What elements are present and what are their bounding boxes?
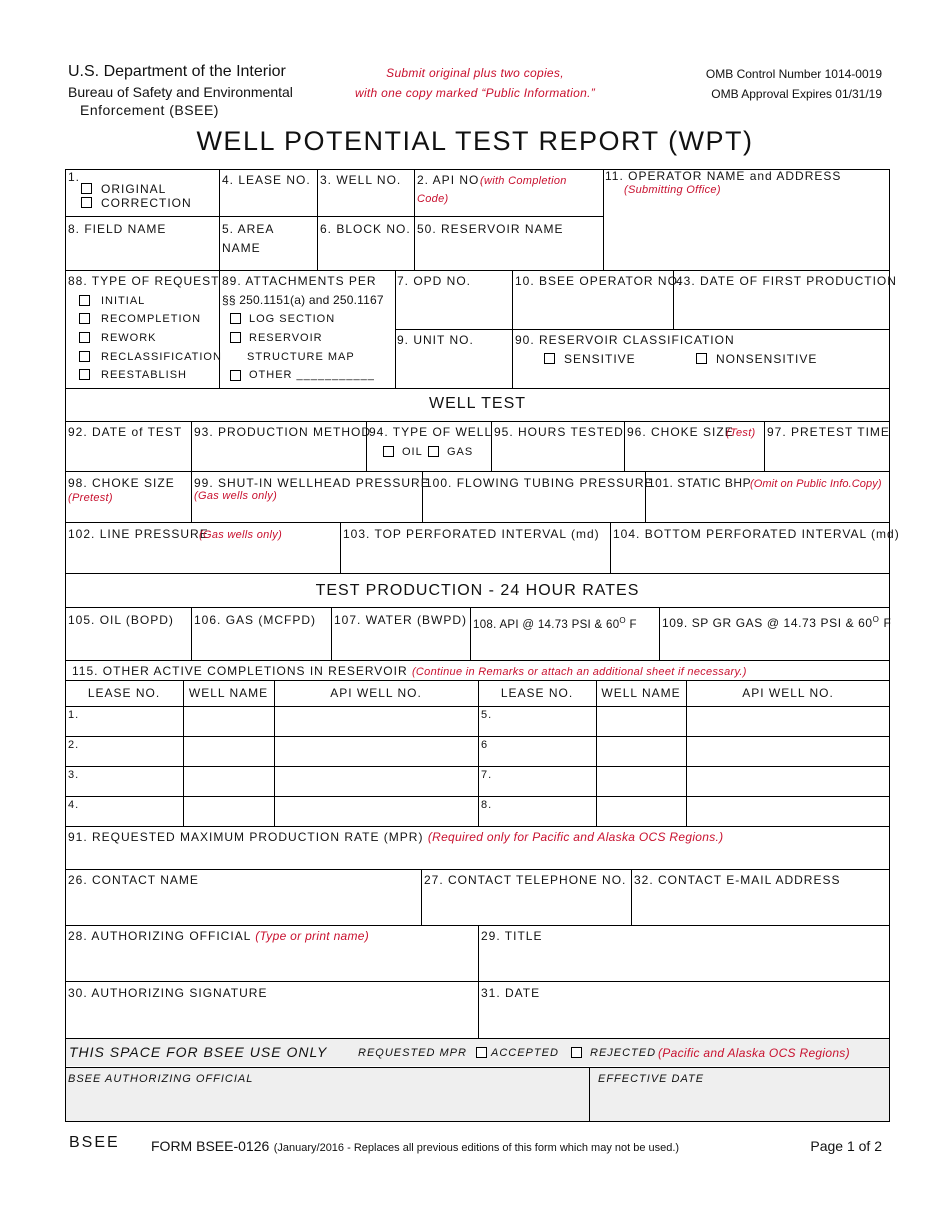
authorizing-official-label: [68, 929, 369, 943]
type-of-well-label: 94. TYPE OF WELL: [369, 425, 493, 439]
flowing-tubing-pressure-label: 100. FLOWING TUBING PRESSURE: [425, 476, 654, 490]
date-label: 31. DATE: [481, 986, 541, 1000]
api-gravity-unit: F: [629, 618, 637, 631]
col-well-name: WELL NAME: [188, 686, 269, 700]
api-gravity-label: [473, 614, 637, 632]
oil-rate-label: 105. OIL (BOPD): [68, 613, 174, 627]
bottom-perforated-label: 104. BOTTOM PERFORATED INTERVAL (md): [613, 527, 900, 541]
choke-size-test-label: 96. CHOKE SIZE: [627, 425, 734, 439]
sensitive-label: SENSITIVE: [564, 352, 636, 366]
max-production-rate-label: [68, 830, 723, 844]
opd-no-label: 7. OPD NO.: [397, 274, 472, 288]
operator-name-label: 11. OPERATOR NAME and ADDRESS: [605, 169, 842, 183]
requested-mpr-label: REQUESTED MPR: [358, 1047, 467, 1059]
form-number: FORM BSEE-0126: [151, 1138, 270, 1154]
rejected-checkbox[interactable]: [571, 1047, 582, 1058]
reestablish-checkbox[interactable]: [79, 369, 90, 380]
line-pressure-note: (Gas wells only): [199, 529, 283, 541]
api-no-note-1: (with Completion: [480, 175, 567, 187]
static-bhp-label: 101. STATIC BHP: [648, 476, 752, 490]
type-of-request-label: 88. TYPE OF REQUEST: [68, 274, 220, 288]
form-note: (January/2016 - Replaces all previous editions of this form which may not be used.): [273, 1142, 680, 1154]
test-production-heading: TEST PRODUCTION - 24 HOUR RATES: [315, 582, 640, 599]
gas-gravity-text: 109. SP GR GAS @ 14.73 PSI & 60: [662, 616, 873, 630]
table-row: 5.: [481, 709, 493, 721]
reestablish-label: REESTABLISH: [101, 369, 187, 381]
reservoir-map-label-2: STRUCTURE MAP: [247, 351, 355, 363]
table-row: 4.: [68, 799, 80, 811]
submit-instructions-1: Submit original plus two copies,: [386, 66, 564, 80]
agency-bureau-2: Enforcement (BSEE): [80, 102, 219, 118]
log-section-checkbox[interactable]: [230, 313, 241, 324]
reclassification-checkbox[interactable]: [79, 351, 90, 362]
initial-checkbox[interactable]: [79, 295, 90, 306]
sensitive-checkbox[interactable]: [544, 353, 555, 364]
max-production-rate-note: (Required only for Pacific and Alaska OCS Regions.): [427, 830, 724, 844]
rework-checkbox[interactable]: [79, 332, 90, 343]
api-gravity-text: 108. API @ 14.73 PSI & 60: [473, 618, 620, 631]
gas-rate-label: 106. GAS (MCFPD): [194, 613, 317, 627]
reservoir-classification-label: 90. RESERVOIR CLASSIFICATION: [515, 333, 735, 347]
table-row: 1.: [68, 709, 80, 721]
contact-name-label: 26. CONTACT NAME: [68, 873, 199, 887]
original-label: ORIGINAL: [101, 182, 167, 196]
degree-symbol: O: [872, 615, 880, 624]
footer-bsee: BSEE: [69, 1134, 120, 1151]
reservoir-map-checkbox[interactable]: [230, 332, 241, 343]
gas-label: GAS: [447, 446, 474, 458]
top-perforated-label: 103. TOP PERFORATED INTERVAL (md): [343, 527, 600, 541]
authorizing-official-note: (Type or print name): [255, 929, 370, 943]
choke-size-pretest-note: (Pretest): [68, 492, 113, 504]
reclassification-label: RECLASSIFICATION: [101, 351, 222, 363]
other-completions-label: [72, 664, 747, 679]
oil-label: OIL: [402, 446, 423, 458]
accepted-label: ACCEPTED: [491, 1047, 559, 1059]
max-production-rate-text: 91. REQUESTED MAXIMUM PRODUCTION RATE (MPR): [68, 830, 424, 844]
nonsensitive-checkbox[interactable]: [696, 353, 707, 364]
rework-label: REWORK: [101, 332, 157, 344]
omb-expiration: OMB Approval Expires 01/31/19: [711, 87, 882, 101]
api-no-label: 2. API NO.: [417, 173, 484, 187]
production-method-label: 93. PRODUCTION METHOD: [194, 425, 372, 439]
footer-form-number: [151, 1138, 679, 1156]
agency-name: U.S. Department of the Interior: [68, 63, 286, 80]
submit-instructions-2: with one copy marked “Public Information.”: [354, 86, 596, 100]
authorizing-official-text: 28. AUTHORIZING OFFICIAL: [68, 929, 251, 943]
api-no-note-2: Code): [417, 193, 449, 205]
page-number: Page 1 of 2: [810, 1138, 882, 1154]
gas-gravity-unit: F: [883, 616, 892, 630]
table-row: 8.: [481, 799, 493, 811]
line-pressure-label: 102. LINE PRESSURE: [68, 527, 209, 541]
well-no-label: 3. WELL NO.: [320, 173, 402, 187]
other-completions-text: 115. OTHER ACTIVE COMPLETIONS IN RESERVOIR: [72, 664, 408, 678]
hours-tested-label: 95. HOURS TESTED: [494, 425, 624, 439]
oil-checkbox[interactable]: [383, 446, 394, 457]
rejected-label: REJECTED: [590, 1047, 657, 1059]
form-title: WELL POTENTIAL TEST REPORT (WPT): [196, 126, 754, 156]
choke-size-pretest-label: 98. CHOKE SIZE: [68, 476, 175, 490]
recompletion-checkbox[interactable]: [79, 313, 90, 324]
col-lease-no-right: LEASE NO.: [500, 686, 574, 700]
static-bhp-note: (Omit on Public Info.Copy): [750, 478, 882, 490]
pretest-time-label: 97. PRETEST TIME: [767, 425, 890, 439]
gas-gravity-label: [662, 613, 891, 630]
other-completions-note: (Continue in Remarks or attach an additional sheet if necessary.): [411, 666, 747, 678]
area-label-1: 5. AREA: [222, 222, 275, 236]
other-label: OTHER ___________: [249, 369, 375, 381]
operator-name-note: (Submitting Office): [624, 184, 721, 196]
attachments-cfr: §§ 250.1151(a) and 250.1167: [222, 293, 384, 307]
first-production-date-label: 43. DATE OF FIRST PRODUCTION: [676, 274, 897, 288]
table-row: 6: [481, 739, 489, 751]
field-1-label: 1.: [68, 170, 81, 184]
other-checkbox[interactable]: [230, 370, 241, 381]
title-label: 29. TITLE: [481, 929, 543, 943]
reservoir-map-label-1: RESERVOIR: [249, 332, 323, 344]
water-rate-label: 107. WATER (BWPD): [334, 613, 468, 627]
agency-bureau: Bureau of Safety and Environmental: [68, 84, 293, 100]
omb-control-number: OMB Control Number 1014-0019: [705, 67, 882, 81]
lease-no-label: 4. LEASE NO.: [222, 173, 311, 187]
col-api-well-no-right: API WELL NO.: [742, 686, 834, 700]
bsee-operator-no-label: 10. BSEE OPERATOR NO.: [515, 274, 683, 288]
initial-label: INITIAL: [101, 295, 146, 307]
authorizing-signature-label: 30. AUTHORIZING SIGNATURE: [68, 986, 268, 1000]
col-lease-no: LEASE NO.: [87, 686, 161, 700]
table-row: 3.: [68, 769, 80, 781]
contact-phone-label: 27. CONTACT TELEPHONE NO.: [424, 873, 627, 887]
correction-label: CORRECTION: [101, 196, 192, 210]
nonsensitive-label: NONSENSITIVE: [716, 352, 818, 366]
gas-checkbox[interactable]: [428, 446, 439, 457]
well-test-heading: WELL TEST: [428, 395, 527, 412]
col-api-well-no: API WELL NO.: [330, 686, 422, 700]
field-name-label: 8. FIELD NAME: [68, 222, 167, 236]
contact-email-label: 32. CONTACT E-MAIL ADDRESS: [634, 873, 841, 887]
reservoir-name-label: 50. RESERVOIR NAME: [417, 222, 564, 236]
rejected-note: (Pacific and Alaska OCS Regions): [658, 1046, 850, 1060]
shut-in-pressure-label: 99. SHUT-IN WELLHEAD PRESSURE: [194, 476, 430, 490]
col-well-name-right: WELL NAME: [601, 686, 681, 700]
block-no-label: 6. BLOCK NO.: [320, 222, 411, 236]
effective-date-label: EFFECTIVE DATE: [598, 1073, 705, 1085]
attachments-label: 89. ATTACHMENTS PER: [222, 274, 377, 288]
bsee-use-only-label: THIS SPACE FOR BSEE USE ONLY: [69, 1044, 328, 1060]
accepted-checkbox[interactable]: [476, 1047, 487, 1058]
table-row: 2.: [68, 739, 80, 751]
shut-in-pressure-note: (Gas wells only): [194, 490, 278, 502]
table-row: 7.: [481, 769, 493, 781]
area-label-2: NAME: [222, 241, 261, 255]
correction-checkbox[interactable]: [81, 197, 92, 208]
choke-size-test-note: (Test): [726, 427, 756, 439]
unit-no-label: 9. UNIT NO.: [397, 333, 474, 347]
degree-symbol: O: [619, 616, 626, 625]
recompletion-label: RECOMPLETION: [101, 313, 202, 325]
log-section-label: LOG SECTION: [249, 313, 336, 325]
bsee-authorizing-official-label: BSEE AUTHORIZING OFFICIAL: [68, 1073, 254, 1085]
date-of-test-label: 92. DATE of TEST: [68, 425, 183, 439]
original-checkbox[interactable]: [81, 183, 92, 194]
